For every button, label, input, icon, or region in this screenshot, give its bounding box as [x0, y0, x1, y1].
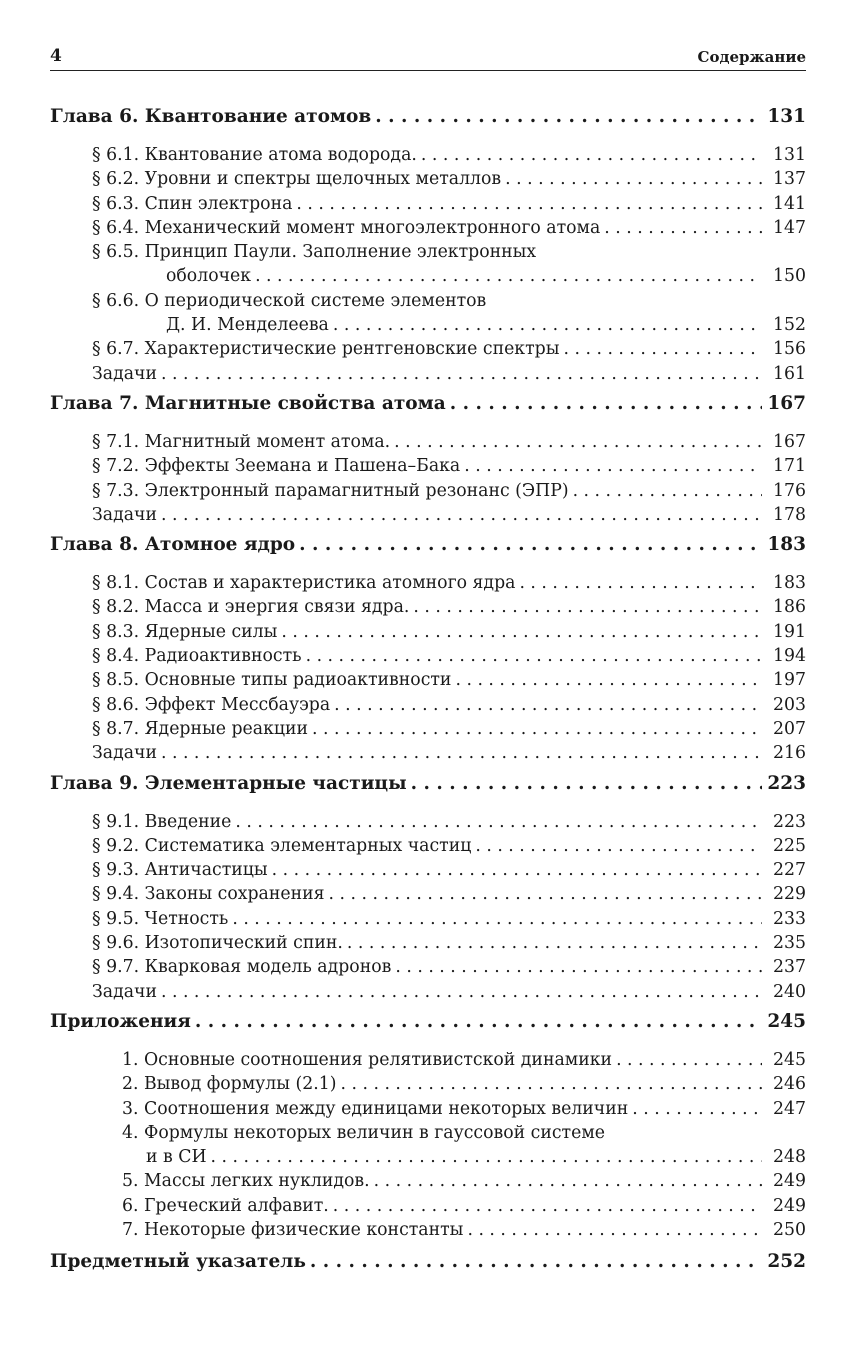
page-ref: 227 — [773, 860, 806, 881]
page-ref: 194 — [773, 646, 806, 667]
toc-appendices[interactable] — [50, 1010, 806, 1048]
leader-dots — [450, 392, 762, 416]
entry-label: § 8.2. Масса и энергия связи ядра. — [92, 597, 410, 618]
page-ref: 223 — [767, 772, 806, 794]
leader-dots — [333, 313, 762, 337]
entry-label: § 9.3. Античастицы — [92, 860, 268, 881]
entry-label: § 9.5. Четность — [92, 908, 229, 929]
toc-subject-index[interactable] — [50, 1250, 806, 1288]
page-ref: 229 — [773, 884, 806, 905]
page-ref: 131 — [767, 106, 806, 127]
toc-entry-8-4[interactable] — [50, 644, 806, 668]
leader-dots — [411, 772, 762, 796]
entry-label: 5. Массы легких нуклидов. — [122, 1171, 370, 1192]
toc-entry-6-6[interactable] — [50, 313, 806, 337]
toc-appendix-2[interactable] — [50, 1072, 806, 1096]
chapter-title: Глава 8. Атомное ядро — [50, 534, 296, 556]
page-ref: 141 — [773, 193, 806, 214]
toc-entry-8-3[interactable] — [50, 620, 806, 644]
toc-entry-6-5-line1[interactable] — [50, 240, 806, 264]
entry-label: 7. Некоторые физические константы — [122, 1219, 464, 1240]
leader-dots — [573, 479, 762, 503]
toc-entry-9-3[interactable] — [50, 858, 806, 882]
entry-label: 1. Основные соотношения релятивистской динамики — [122, 1049, 613, 1070]
leader-dots — [455, 668, 762, 692]
entry-label: § 6.7. Характеристические рентгеновские спектры — [92, 339, 560, 360]
page-ref: 197 — [773, 670, 806, 691]
leader-dots — [475, 834, 762, 858]
leader-dots — [312, 717, 762, 741]
entry-label: и в СИ — [146, 1147, 207, 1168]
leader-dots — [334, 693, 762, 717]
toc-entry-7-1[interactable] — [50, 430, 806, 454]
toc-entry-6-1[interactable] — [50, 143, 806, 167]
page-ref: 183 — [767, 534, 806, 556]
entry-label: § 8.1. Состав и характеристика атомного ядра — [92, 573, 516, 594]
entry-label: 4. Формулы некоторых величин в гауссовой системе — [122, 1122, 605, 1143]
toc-entry-8-6[interactable] — [50, 693, 806, 717]
chapter-title: Глава 9. Элементарные частицы — [50, 772, 407, 794]
leader-dots — [161, 741, 762, 765]
page-ref: 252 — [767, 1251, 806, 1273]
leader-dots — [464, 454, 762, 478]
toc-appendix-1[interactable] — [50, 1048, 806, 1072]
entry-label: Задачи — [92, 743, 157, 764]
page-ref: 250 — [773, 1219, 806, 1240]
leader-dots — [341, 1072, 763, 1096]
page-ref: 171 — [773, 456, 806, 477]
page-ref: 245 — [767, 1010, 806, 1032]
page-ref: 225 — [773, 835, 806, 856]
page-ref: 152 — [773, 315, 806, 336]
leader-dots — [413, 595, 762, 619]
page-ref: 186 — [773, 597, 806, 618]
leader-dots — [161, 362, 762, 386]
entry-label: § 8.6. Эффект Мессбауэра — [92, 694, 331, 715]
leader-dots — [394, 430, 762, 454]
toc-entry-8-2[interactable] — [50, 595, 806, 619]
entry-label: § 8.5. Основные типы радиоактивности — [92, 670, 452, 691]
toc-entry-9-tasks[interactable] — [50, 980, 806, 1004]
leader-dots — [467, 1218, 762, 1242]
leader-dots — [161, 980, 762, 1004]
chapter-title: Глава 6. Квантование атомов — [50, 106, 372, 127]
toc-entry-8-1[interactable] — [50, 571, 806, 595]
page-ref: 178 — [773, 504, 806, 525]
leader-dots — [564, 337, 763, 361]
page-number: 4 — [50, 46, 62, 66]
toc-entry-8-7[interactable] — [50, 717, 806, 741]
leader-dots — [329, 882, 762, 906]
entry-label: 6. Греческий алфавит. — [122, 1195, 329, 1216]
toc-entry-7-3[interactable] — [50, 479, 806, 503]
leader-dots — [374, 1169, 762, 1193]
chapter-title: Предметный указатель — [50, 1251, 306, 1273]
toc-appendix-4[interactable] — [50, 1145, 806, 1169]
entry-label: 2. Вывод формулы (2.1) — [122, 1074, 337, 1095]
entry-label: § 9.1. Введение — [92, 811, 232, 832]
entry-label: § 6.5. Принцип Паули. Заполнение электронных — [92, 242, 537, 263]
chapter-title: Приложения — [50, 1010, 191, 1032]
entry-label: § 9.4. Законы сохранения — [92, 884, 325, 905]
leader-dots — [632, 1097, 762, 1121]
leader-dots — [272, 858, 762, 882]
page-ref: 150 — [773, 266, 806, 287]
leader-dots — [395, 955, 762, 979]
page-ref: 246 — [773, 1074, 806, 1095]
toc-entry-6-7[interactable] — [50, 337, 806, 361]
toc-appendix-4-line1[interactable] — [50, 1121, 806, 1145]
leader-dots — [375, 105, 762, 129]
page-ref: 167 — [767, 392, 806, 414]
page-ref: 137 — [773, 169, 806, 190]
page-ref: 191 — [773, 621, 806, 642]
leader-dots — [616, 1048, 762, 1072]
entry-label: 3. Соотношения между единицами некоторых величин — [122, 1098, 629, 1119]
entry-label: § 8.4. Радиоактивность — [92, 646, 302, 667]
leader-dots — [347, 931, 762, 955]
page-ref: 131 — [773, 145, 806, 165]
page-ref: 249 — [773, 1171, 806, 1192]
toc-entry-9-6[interactable] — [50, 931, 806, 955]
toc-entry-9-7[interactable] — [50, 955, 806, 979]
toc-entry-6-4[interactable] — [50, 216, 806, 240]
page-ref: 207 — [773, 718, 806, 739]
toc-chapter-6[interactable] — [50, 105, 806, 143]
leader-dots — [232, 907, 762, 931]
entry-label: Задачи — [92, 504, 157, 525]
leader-dots — [306, 644, 762, 668]
toc-entry-6-3[interactable] — [50, 192, 806, 216]
toc-appendix-3[interactable] — [50, 1097, 806, 1121]
entry-label: § 6.4. Механический момент многоэлектронного атома — [92, 217, 601, 238]
page-ref: 161 — [773, 363, 806, 384]
toc-appendix-6[interactable] — [50, 1194, 806, 1218]
page-ref: 216 — [773, 743, 806, 764]
page-ref: 183 — [773, 573, 806, 594]
toc-entry-9-5[interactable] — [50, 907, 806, 931]
leader-dots — [519, 571, 762, 595]
entry-label: § 6.2. Уровни и спектры щелочных металлов — [92, 169, 502, 190]
chapter-title: Глава 7. Магнитные свойства атома — [50, 392, 446, 414]
entry-label: § 9.6. Изотопический спин. — [92, 933, 343, 954]
toc-entry-7-tasks[interactable] — [50, 503, 806, 527]
toc-entry-6-5[interactable] — [50, 264, 806, 288]
leader-dots — [296, 192, 762, 216]
leader-dots — [333, 1194, 762, 1218]
entry-label: § 6.1. Квантование атома водорода. — [92, 145, 417, 165]
page-ref: 248 — [773, 1147, 806, 1168]
toc-entry-9-4[interactable] — [50, 882, 806, 906]
toc-chapter-8[interactable] — [50, 533, 806, 571]
entry-label: § 6.3. Спин электрона — [92, 193, 293, 214]
entry-label: § 8.7. Ядерные реакции — [92, 718, 309, 739]
page-ref: 249 — [773, 1195, 806, 1216]
page-ref: 203 — [773, 694, 806, 715]
leader-dots — [195, 1010, 762, 1034]
entry-label: § 9.7. Кварковая модель адронов — [92, 957, 392, 978]
entry-label: § 8.3. Ядерные силы — [92, 621, 278, 642]
toc-chapter-7[interactable] — [50, 392, 806, 430]
leader-dots — [281, 620, 762, 644]
toc-appendix-7[interactable] — [50, 1218, 806, 1242]
leader-dots — [235, 810, 762, 834]
entry-label: Задачи — [92, 363, 157, 384]
leader-dots — [505, 167, 762, 191]
leader-dots — [421, 143, 762, 167]
page-ref: 156 — [773, 339, 806, 360]
entry-label: § 7.2. Эффекты Зеемана и Пашена–Бака — [92, 456, 461, 477]
page-ref: 245 — [773, 1049, 806, 1070]
toc-chapter-9[interactable] — [50, 772, 806, 810]
entry-label: § 7.3. Электронный парамагнитный резонанс (ЭПР) — [92, 480, 569, 501]
leader-dots — [211, 1145, 762, 1169]
entry-label: § 7.1. Магнитный момент атома. — [92, 431, 391, 452]
leader-dots — [161, 503, 762, 527]
leader-dots — [310, 1250, 762, 1274]
page-ref: 240 — [773, 981, 806, 1002]
entry-label: Задачи — [92, 981, 157, 1002]
toc-entry-7-2[interactable] — [50, 454, 806, 478]
toc-entry-6-2[interactable] — [50, 167, 806, 191]
running-title: Содержание — [697, 48, 806, 66]
leader-dots — [255, 264, 762, 288]
page-ref: 237 — [773, 957, 806, 978]
entry-label: оболочек — [166, 266, 252, 287]
page-ref: 235 — [773, 933, 806, 954]
table-of-contents — [50, 105, 806, 1288]
toc-entry-6-tasks[interactable] — [50, 362, 806, 386]
page-ref: 233 — [773, 908, 806, 929]
running-header — [50, 46, 806, 71]
toc-entry-9-2[interactable] — [50, 834, 806, 858]
toc-entry-8-5[interactable] — [50, 668, 806, 692]
toc-entry-8-tasks[interactable] — [50, 741, 806, 765]
leader-dots — [604, 216, 762, 240]
entry-label: § 9.2. Систематика элементарных частиц — [92, 835, 472, 856]
page-ref: 147 — [773, 217, 806, 238]
page-ref: 223 — [773, 811, 806, 832]
entry-label: Д. И. Менделеева — [166, 315, 329, 336]
page-ref: 167 — [773, 431, 806, 452]
page-ref: 176 — [773, 480, 806, 501]
page-ref: 247 — [773, 1098, 806, 1119]
toc-entry-6-6-line1[interactable] — [50, 289, 806, 313]
entry-label: § 6.6. О периодической системе элементов — [92, 290, 487, 311]
toc-entry-9-1[interactable] — [50, 810, 806, 834]
toc-appendix-5[interactable] — [50, 1169, 806, 1193]
leader-dots — [299, 533, 762, 557]
